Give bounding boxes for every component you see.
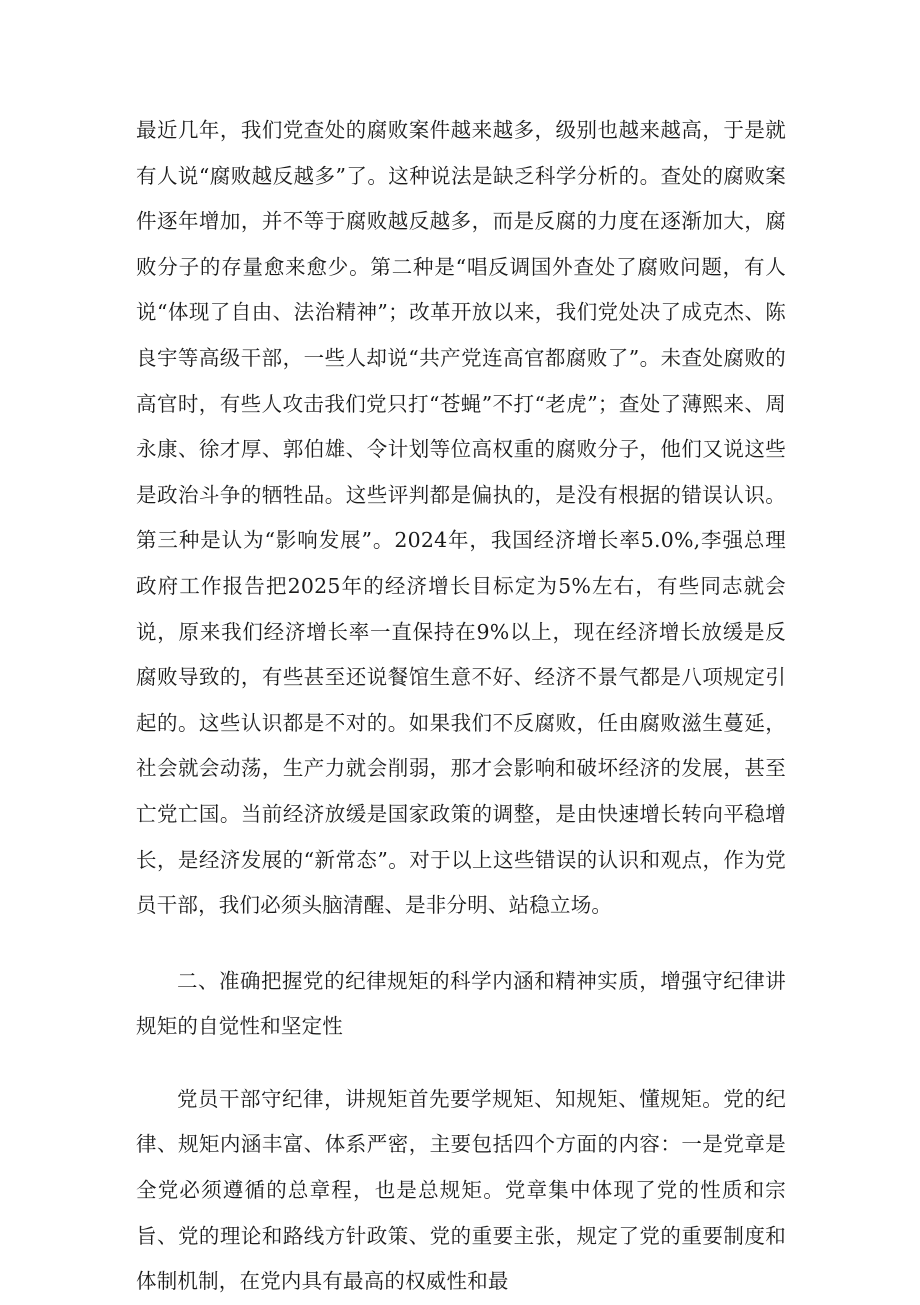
body-paragraph: 党员干部守纪律，讲规矩首先要学规矩、知规矩、懂规矩。党的纪律、规矩内涵丰富、体系严密，主要包括四个方面的内容：一是党章是全党必须遵循的总章程，也是总规矩。党章集中体现了党的性质和宗旨、党的理论和路线方针政策、党的重要主张，规定了党的重要制度和体制机制，在党内具有最高的权威性和最 [136,1086,786,1294]
document-page [136,108,786,1305]
section-heading-two: 二、准确把握党的纪律规矩的科学内涵和精神实质，增强守纪律讲规矩的自觉性和坚定性 [136,968,786,1039]
body-paragraph-continued: 最近几年，我们党查处的腐败案件越来越多，级别也越来越高，于是就有人说“腐败越反越多”了。这种说法是缺乏科学分析的。查处的腐败案件逐年增加，并不等于腐败越反越多，而是反腐的力度在逐渐加大，腐败分子的存量愈来愈少。第二种是“唱反调国外查处了腐败问题，有人说“体现了自由、法治精神”；改革开放以来，我们党处决了成克杰、陈良宇等高级干部，一些人却说“共产党连高官都腐败了”。未查处腐败的高官时，有些人攻击我们党只打“苍蝇”不打“老虎”；查处了薄熙来、周永康、徐才厚、郭伯雄、令计划等位高权重的腐败分子，他们又说这些是政治斗争的牺牲品。这些评判都是偏执的，是没有根据的错误认识。第三种是认为“影响发展”。2024年，我国经济增长率5.0%,李强总理政府工作报告把2025年的经济增长目标定为5%左右，有些同志就会说，原来我们经济增长率一直保持在9%以上，现在经济增长放缓是反腐败导致的，有些甚至还说餐馆生意不好、经济不景气都是八项规定引起的。这些认识都是不对的。如果我们不反腐败，任由腐败滋生蔓延，社会就会动荡，生产力就会削弱，那才会影响和破坏经济的发展，甚至亡党亡国。当前经济放缓是国家政策的调整，是由快速增长转向平稳增长，是经济发展的“新常态”。对于以上这些错误的认识和观点，作为党员干部，我们必须头脑清醒、是非分明、站稳立场。 [136,118,786,918]
